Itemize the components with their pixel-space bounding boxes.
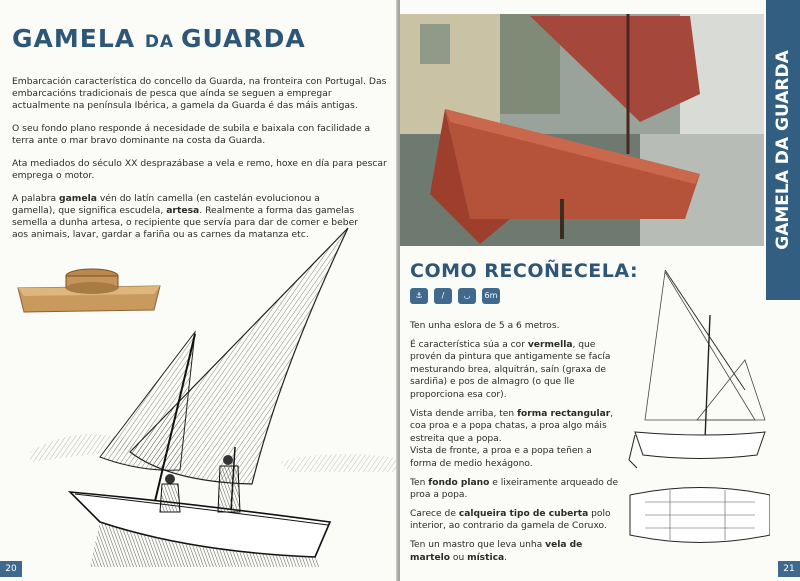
page-title <box>12 24 306 53</box>
paragraph-3: Ata mediados do século XX desprazábase a vela e remo, hoxe en día para pescar emprega o motor. <box>12 158 387 181</box>
p7-pre: Ten un mastro que leva unha <box>410 539 546 550</box>
page-number-left: 20 <box>0 561 22 577</box>
p5-post: e lixeiramente arqueado de proa a popa. <box>410 477 619 501</box>
sidebar-band <box>766 0 800 300</box>
hull-icon: ◡ <box>458 288 476 304</box>
p4-pre: A palabra <box>12 193 60 204</box>
length-badge: 6m <box>482 288 500 304</box>
p4-word-artesa: artesa <box>166 205 200 216</box>
oar-icon: / <box>434 288 452 304</box>
page-number-right: 21 <box>778 561 800 577</box>
feature-deck <box>410 508 620 533</box>
red-boat-photo <box>400 14 764 246</box>
title-guarda: GUARDA <box>181 24 306 53</box>
p2-pre: É característica súa a cor <box>410 339 528 350</box>
p3-post: , coa proa e a popa chatas, a proa algo máis estreita que a popa. <box>410 408 614 444</box>
feature-length: Ten unha eslora de 5 a 6 metros. <box>410 321 560 331</box>
p7-bold-1: vela de martelo <box>410 539 583 563</box>
title-da: DA <box>144 32 181 52</box>
feature-color <box>410 339 620 402</box>
boat-technical-drawing <box>625 270 770 560</box>
title-gamela: GAMELA <box>12 24 145 53</box>
feature-front: Vista de fronte, a proa e a popa teñen a forma de medio hexágono. <box>410 446 592 469</box>
p2-bold: vermella <box>527 339 573 350</box>
p4-post: . Realmente a forma das gamelas semella a dunha artesa, o recipiente que servía para dar de comer e beber aos animais, lavar, gardar a fariña ou as carnes da matanza etc. <box>12 205 359 240</box>
p6-post: polo interior, ao contrario da gamela de Coruxo. <box>410 508 611 532</box>
p7-post: . <box>504 552 507 563</box>
p6-pre: Carece de <box>410 508 459 519</box>
p7-bold-2: mística <box>467 552 505 563</box>
feature-shape <box>410 408 620 446</box>
paragraph-1: Embarcación característica do concello da Guarda, na fronteira con Portugal. Das embarcacións tradicionais de pesca que aínda se seguen a empregar actualmente na península Ibérica, a gamela da Guarda é das máis antigas. <box>12 76 387 111</box>
sidebar-title: GAMELA DA GUARDA <box>773 50 793 250</box>
feature-bottom <box>410 477 620 502</box>
paragraph-2: O seu fondo plano responde á necesidade de subila e baixala con facilidade a terra ante o mar bravo dominante na costa da Guarda. <box>12 123 371 146</box>
sailing-boat-sketch <box>30 222 398 567</box>
p5-pre: Ten <box>410 477 429 488</box>
p4-word-gamela: gamela <box>59 193 97 204</box>
left-page <box>0 0 398 581</box>
right-page <box>400 0 800 581</box>
boat-icon: ⚓ <box>410 288 428 304</box>
p6-bold: calqueira tipo de cuberta <box>458 508 589 519</box>
feature-badges <box>410 288 500 304</box>
section-subtitle: COMO RECOÑECELA: <box>410 260 639 282</box>
p7-mid: ou <box>449 552 468 563</box>
p2-post: , que provén da pintura que antigamente se facía mesturando brea, alquitrán, saín (graxa de sardiña) e pos de almagro (o que lle proporciona esa cor). <box>410 339 611 400</box>
recognition-text <box>410 320 620 570</box>
p4-mid: vén do latín camella (en castelán evolucionou a gamella), que significa escudela, <box>12 193 320 216</box>
p3-bold: forma rectangular <box>517 408 611 419</box>
feature-mast <box>410 539 620 564</box>
p5-bold: fondo plano <box>428 477 490 488</box>
p3-pre: Vista dende arriba, ten <box>410 408 518 419</box>
